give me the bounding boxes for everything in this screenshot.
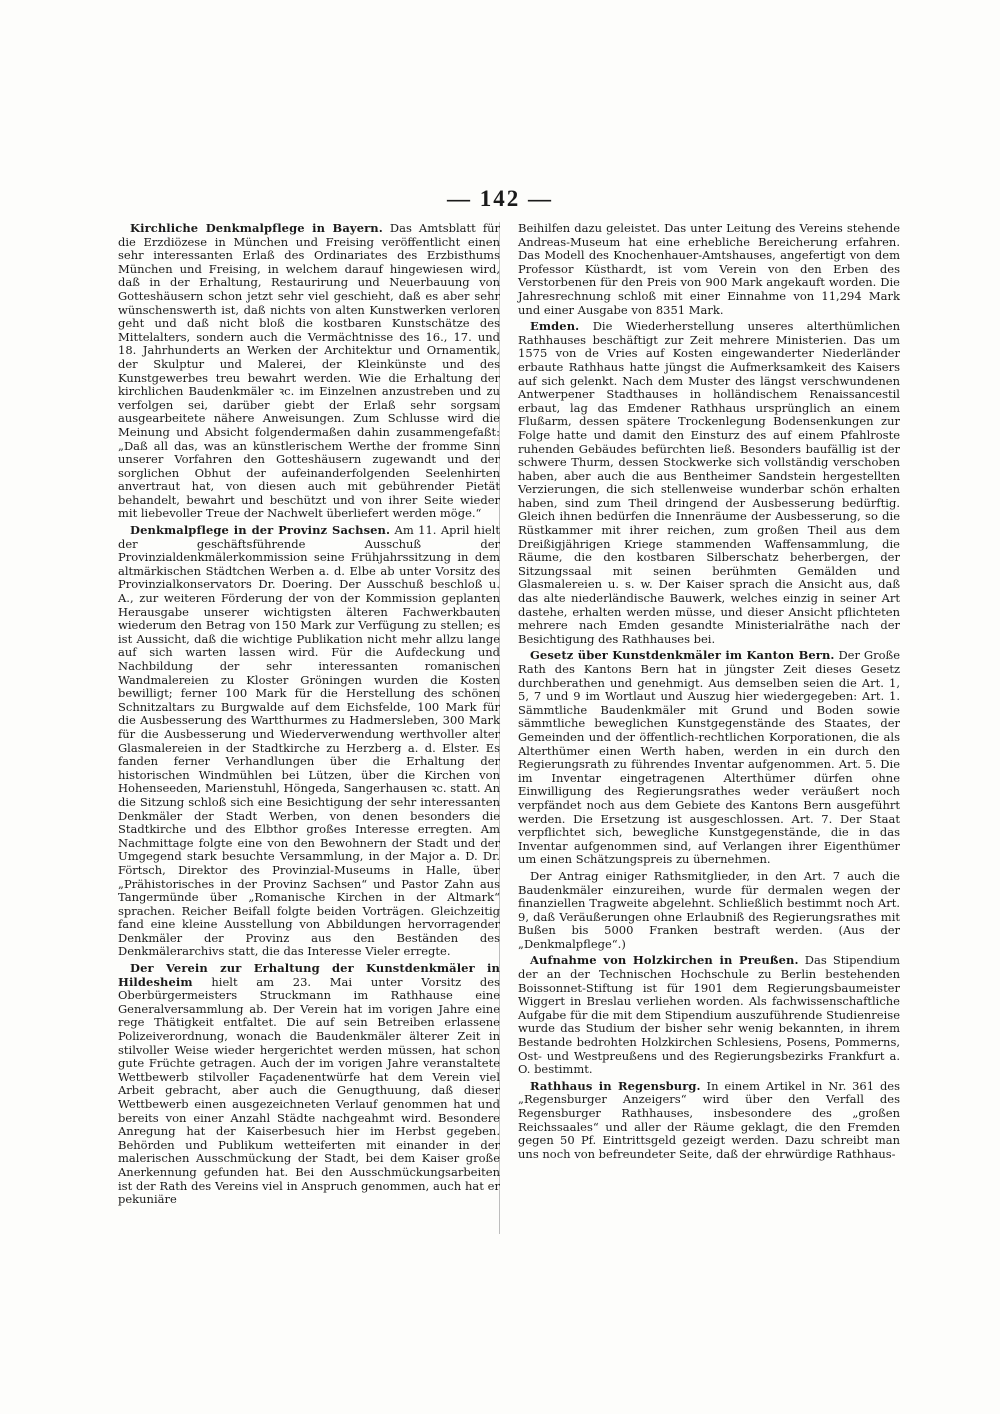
article-regensburg	[518, 1080, 900, 1162]
article-heading: Kirchliche Denkmalpflege in Bayern.	[130, 221, 383, 235]
article-emden	[518, 320, 900, 646]
article-body: Am 11. April hielt der geschäftsführende Ausschuß der Provinzialdenkmälerkommission seine Frühjahrssitzung in dem altmärkischen Städtchen Werben a. d. Elbe ab unter Vorsitz des Provinzialkonservators Dr. Doering. Der Ausschuß beschloß u. A., zur weiteren Förderung der von der Kommission geplanten Herausgabe unserer wichtigsten älteren Fachwerkbauten wiederum den Betrag von 150 Mark zur Verfügung zu stellen; es ist Aussicht, daß die wichtige Publikation nicht mehr allzu lange auf sich warten lassen wird. Für die Aufdeckung und Nachbildung der sehr interessanten romanischen Wandmalereien zu Kloster Gröningen wurden die Kosten bewilligt; ferner 100 Mark für die Herstellung des schönen Schnitzaltars zu Burgwalde auf dem Eichsfelde, 100 Mark für die Ausbesserung des Wartthurmes zu Hadmersleben, 300 Mark für die Ausbesserung und Wiederverwendung werthvoller alter Glasmalereien in der Stadtkirche zu Herzberg a. d. Elster. Es fanden ferner Verhandlungen über die Erhaltung der historischen Windmühlen bei Lützen, über die Kirchen von Hohenseeden, Marienstuhl, Höngeda, Sangerhausen ꝛc. statt. An die Sitzung schloß sich eine Besichtigung der sehr interessanten Denkmäler der Stadt Werben, von denen besonders die Stadtkirche und des Elbthor großes Interesse erregten. Am Nachmittage folgte eine von den Bewohnern der Stadt und der Umgegend stark besuchte Versammlung, in der Major a. D. Dr. Förtsch, Direktor des Provinzial-Museums in Halle, über „Prähistorisches in der Provinz Sachsen“ und Pastor Zahn aus Tangermünde über „Romanische Kirchen in der Altmark“ sprachen. Reicher Beifall folgte beiden Vorträgen. Gleichzeitig fand eine kleine Ausstellung von Abbildungen hervorragender Denkmäler der Provinz aus den Beständen des Denkmälerarchivs statt, die das Interesse Vieler erregte.	[118, 523, 500, 959]
article-heading: Der Verein zur Erhaltung der Kunstdenkmäler in Hildesheim	[118, 961, 500, 989]
text-columns	[118, 222, 900, 1210]
article-body: Das Stipendium der an der Technischen Hochschule zu Berlin bestehenden Boissonnet-Stiftung ist für 1901 dem Regierungsbaumeister Wiggert in Breslau verliehen worden. Als fachwissenschaftliche Aufgabe für die mit dem Stipendium auszuführende Studienreise wurde das Studium der bisher sehr wenig bekannten, in ihrem Bestande bedrohten Holzkirchen Schlesiens, Posens, Pommerns, Ost- und Westpreußens und des Regierungsbezirks Frankfurt a. O. bestimmt.	[518, 953, 900, 1077]
article-body: Der Antrag einiger Rathsmitglieder, in den Art. 7 auch die Baudenkmäler einzureihen, wurde für dermalen wegen der finanziellen Tragweite abgelehnt. Schließlich bestimmt noch Art. 9, daß Veräußerungen ohne Erlaubniß des Regierungsrathes mit Bußen bis 5000 Franken bestraft werden. (Aus der „Denkmalpflege“.)	[518, 868, 900, 951]
article-body: Der Große Rath des Kantons Bern hat in jüngster Zeit dieses Gesetz durchberathen und genehmigt. Aus demselben seien die Art. 1, 5, 7 und 9 im Wortlaut und Auszug hier wiedergegeben: Art. 1. Sämmtliche Baudenkmäler mit Grund und Boden sowie sämmtliche beweglichen Kunstgegenstände des Staates, der Gemeinden und der öffentlich-rechtlichen Korporationen, die als Alterthümer einen Werth haben, werden in ein durch den Regierungsrath zu führendes Inventar aufgenommen. Art. 5. Die im Inventar eingetragenen Alterthümer dürfen ohne Einwilligung des Regierungsrathes weder veräußert noch verpfändet noch aus dem Gebiete des Kantons Bern ausgeführt werden. Die Ersetzung ist ausgeschlossen. Art. 7. Der Staat verpflichtet sich, bewegliche Kunstgegenstände, die in das Inventar aufgenommen sind, auf Verlangen ihrer Eigenthümer um einen Schätzungspreis zu übernehmen.	[518, 648, 901, 867]
right-column	[518, 222, 900, 1210]
article-body: In einem Artikel in Nr. 361 des „Regensburger Anzeigers“ wird über den Verfall des Regensburger Rathhauses, insbesondere des „großen Reichssaales“ und aller der Räume geklagt, die den Fremden gegen 50 Pf. Eintrittsgeld gezeigt werden. Dazu schreibt man uns noch von befreundeter Seite, daß der ehrwürdige Rathhaus-	[518, 1078, 901, 1161]
article-holzkirchen	[518, 954, 900, 1076]
article-sachsen	[118, 524, 500, 959]
article-heading: Rathhaus in Regensburg.	[530, 1078, 701, 1093]
article-body: hielt am 23. Mai unter Vorsitz des Oberbürgermeisters Struckmann im Rathhause eine Generalversammlung ab. Der Verein hat im vorigen Jahre eine rege Thätigkeit entfaltet. Die auf sein Betreiben erlassene Polizeiverordnung, wonach die Baudenkmäler älterer Zeit in stilvoller Weise wieder hergerichtet werden müssen, hat schon gute Früchte getragen. Auch der im vorigen Jahre veranstaltete Wettbewerb stilvoller Façadenentwürfe hat dem Verein viel Arbeit gebracht, aber auch die Genugthuung, daß dieser Wettbewerb einen ausgezeichneten Verlauf genommen hat und bereits von einer Anzahl Städte nachgeahmt wird. Besondere Anregung hat der Kaiserbesuch hier im Herbst gegeben. Behörden und Publikum wetteiferten mit einander in der malerischen Ausschmückung der Stadt, bei dem Kaiser große Anerkennung gefunden hat. Bei den Ausschmückungsarbeiten ist der Rath des Vereins viel in Anspruch genommen, auch hat er pekuniäre	[118, 974, 500, 1207]
article-hildesheim-continued	[518, 222, 900, 317]
article-body: Die Wiederherstellung unseres alterthümlichen Rathhauses beschäftigt zur Zeit mehrere Ministerien. Das um 1575 von de Vries auf Kosten eingewanderter Niederländer erbaute Rathhaus hatte jüngst die Aufmerksamkeit des Kaisers auf sich gelenkt. Nach dem Muster des längst verschwundenen Antwerpener Stadthauses in holländischem Renaissancestil erbaut, lag das Emdener Rathhaus ursprünglich an einem Flußarm, dessen spätere Trockenlegung Bodensenkungen zur Folge hatte und damit den Einsturz des auf einem Pfahlroste ruhenden Gebäudes befürchten ließ. Besonders baufällig ist der schwere Thurm, dessen Stockwerke sich vollständig verschoben haben, aber auch die aus Bentheimer Sandstein hergestellten Verzierungen, die sich stellenweise wunderbar schön erhalten haben, sind zum Theil dringend der Ausbesserung bedürftig. Gleich ihnen bedürfen die Innenräume der Ausbesserung, so die Rüstkammer mit ihrer reichen, zum großen Theil aus dem Dreißigjährigen Kriege stammenden Waffensammlung, die Räume, die den kostbaren Silberschatz beherbergen, der Sitzungssaal mit seinen berühmten Gemälden und Glasmalereien u. s. w. Der Kaiser sprach die Ansicht aus, daß das alte niederländische Bauwerk, welches einzig in seiner Art dastehe, erhalten werden müsse, und dieser Ansicht pflichteten mehrere nach Emden gesandte Ministerialräthe nach der Besichtigung des Rathhauses bei.	[518, 319, 900, 646]
article-heading: Denkmalpflege in der Provinz Sachsen.	[130, 523, 391, 538]
article-bern-continued	[518, 870, 900, 952]
article-hildesheim	[118, 962, 500, 1207]
article-bayern	[118, 222, 500, 521]
article-heading: Aufnahme von Holzkirchen in Preußen.	[530, 953, 799, 968]
article-body: Das Amtsblatt für die Erzdiözese in München und Freising veröffentlicht einen sehr interessanten Erlaß des Ordinariates des Erzbisthums München und Freising, in welchem darauf hingewiesen wird, daß in der Erhaltung, Restaurirung und Neuerbauung von Gotteshäusern schon jetzt sehr viel geschieht, daß es aber sehr wünschenswerth ist, daß nichts von alten Kunstwerken verloren geht und daß nicht bloß die kostbaren Kunstschätze des Mittelalters, sondern auch die Vermächtnisse des 16., 17. und 18. Jahrhunderts an Werken der Architektur und Ornamentik, der Skulptur und Malerei, der Kleinkünste und des Kunstgewerbes treu bewahrt werden. Wie die Erhaltung der kirchlichen Baudenkmäler ꝛc. im Einzelnen anzustreben und zu verfolgen sei, darüber giebt der Erlaß sehr sorgsam ausgearbeitete nähere Anweisungen. Zum Schlusse wird die Meinung und Absicht folgendermaßen dahin zusammengefaßt: „Daß all das, was an künstlerischem Werthe der fromme Sinn unserer Vorfahren den Gotteshäusern zugewandt und der sorglichen Obhut der aufeinanderfolgenden Seelenhirten anvertraut hat, von diesen auch mit gebührender Pietät behandelt, bewahrt und beschützt und von ihrer Seite wieder mit liebevoller Treue der Nachwelt überliefert werden möge.“	[118, 221, 500, 521]
article-body: Beihilfen dazu geleistet. Das unter Leitung des Vereins stehende Andreas-Museum hat eine erhebliche Bereicherung erfahren. Das Modell des Knochenhauer-Amtshauses, angefertigt von dem Professor Küsthardt, ist vom Verein von den Erben des Verstorbenen für den Preis von 900 Mark angekauft worden. Die Jahresrechnung schloß mit einer Einnahme von 11,294 Mark und einer Ausgabe von 8351 Mark.	[518, 221, 900, 317]
article-bern	[518, 649, 900, 867]
left-column	[118, 222, 500, 1210]
article-heading: Gesetz über Kunstdenkmäler im Kanton Bern.	[530, 648, 835, 663]
article-heading: Emden.	[530, 319, 580, 334]
page-number: — 142 —	[447, 186, 553, 211]
